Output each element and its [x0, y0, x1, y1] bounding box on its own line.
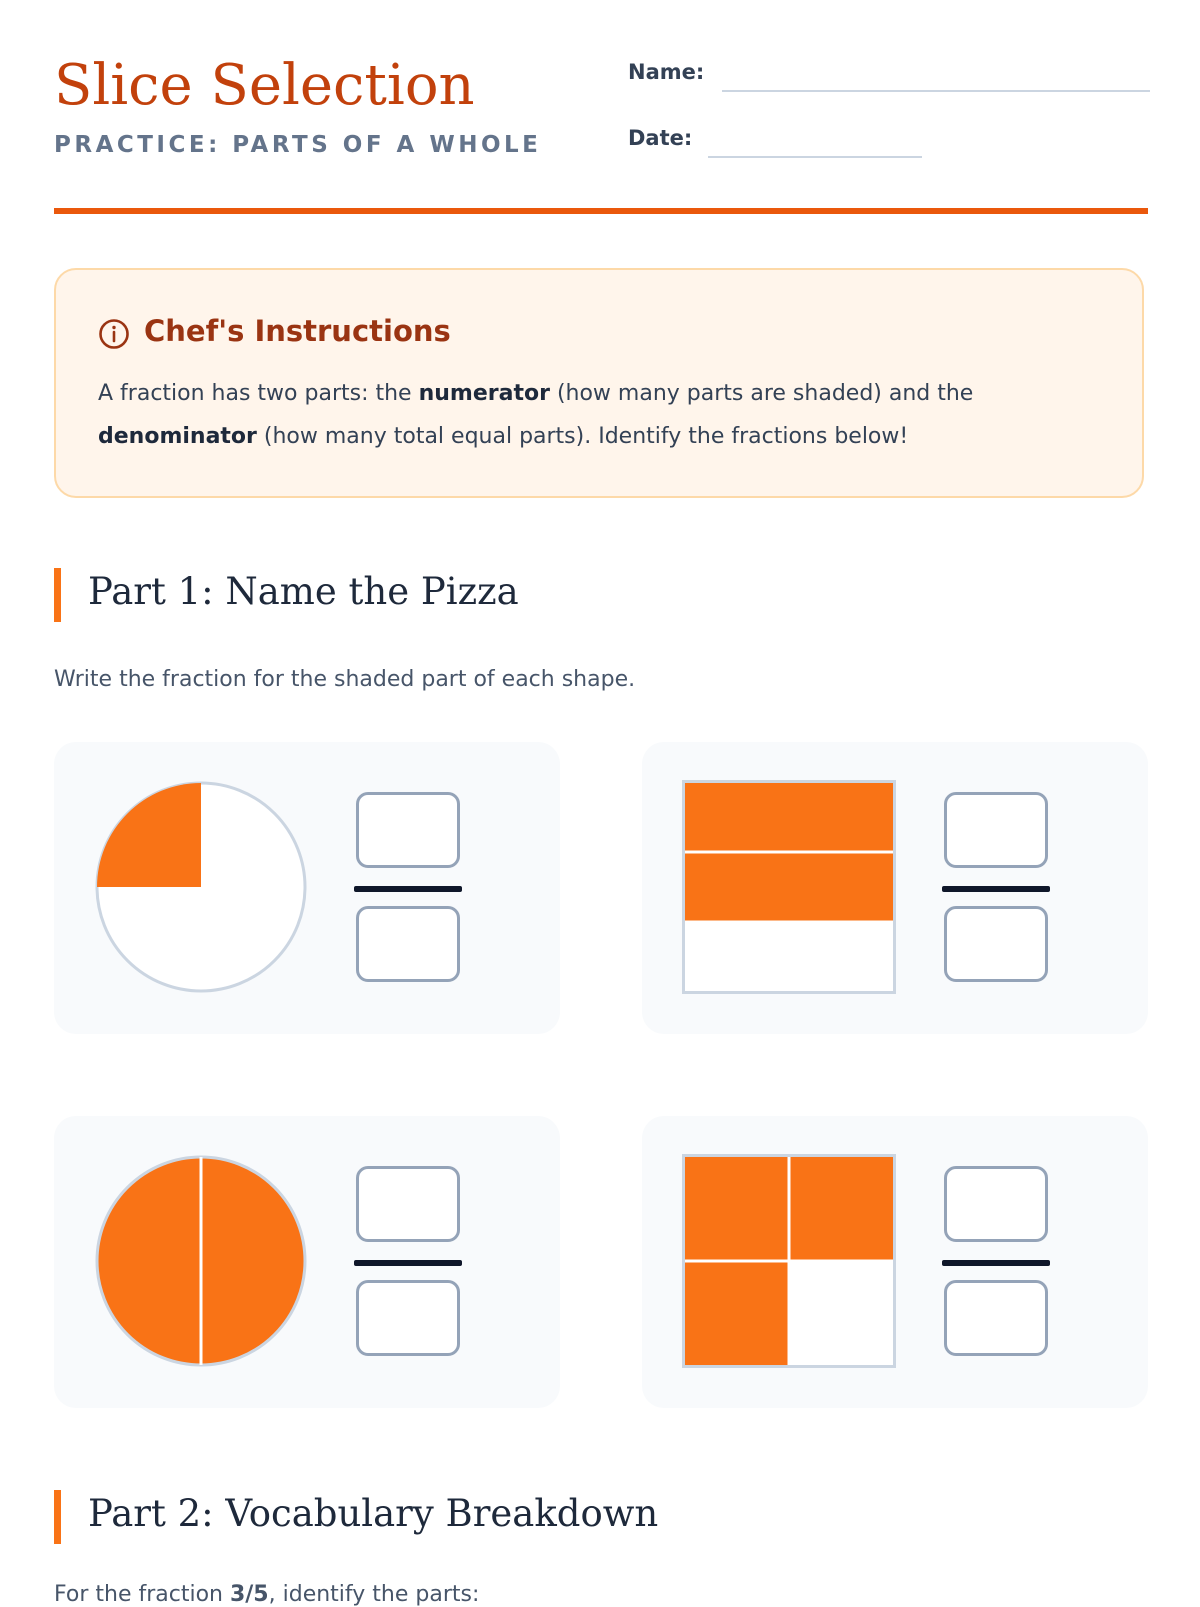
numerator-input[interactable] — [356, 792, 460, 868]
problem-card-1 — [54, 742, 560, 1034]
denominator-input[interactable] — [356, 1280, 460, 1356]
problem-card-4 — [642, 1116, 1148, 1408]
square-quarters — [682, 1154, 896, 1368]
part1-description: Write the fraction for the shaded part of each shape. — [54, 667, 636, 692]
pizza-circle-halves — [94, 1154, 308, 1368]
denominator-input[interactable] — [356, 906, 460, 982]
bar-thirds — [682, 780, 896, 994]
fraction-bar — [354, 1260, 462, 1266]
fraction-bar — [354, 886, 462, 892]
header-divider — [54, 208, 1148, 214]
part1-heading: Part 1: Name the Pizza — [88, 570, 519, 613]
name-label: Name: — [628, 60, 705, 84]
fraction-bar — [942, 1260, 1050, 1266]
numerator-input[interactable] — [944, 1166, 1048, 1242]
part2-fraction: 3/5 — [229, 1582, 269, 1607]
problem-card-2 — [642, 742, 1148, 1034]
worksheet-subtitle: PRACTICE: PARTS OF A WHOLE — [54, 132, 542, 158]
fraction-bar — [942, 886, 1050, 892]
numerator-input[interactable] — [944, 792, 1048, 868]
name-field[interactable] — [722, 90, 1150, 92]
date-field[interactable] — [708, 156, 922, 158]
pizza-circle-quarters — [94, 780, 308, 994]
problem-card-3 — [54, 1116, 560, 1408]
instructions-text: A fraction has two parts: the numerator (how many parts are shaded) and the denominator (how many total equal parts). Identify the fractions below! — [98, 381, 974, 449]
part2-heading: Part 2: Vocabulary Breakdown — [88, 1492, 659, 1535]
info-icon — [98, 318, 130, 350]
denominator-input[interactable] — [944, 1280, 1048, 1356]
worksheet-title: Slice Selection — [54, 53, 475, 118]
section-marker — [54, 1490, 61, 1544]
numerator-input[interactable] — [356, 1166, 460, 1242]
section-marker — [54, 568, 61, 622]
denominator-input[interactable] — [944, 906, 1048, 982]
term-denominator: denominator — [98, 424, 257, 449]
instructions-title: Chef's Instructions — [144, 314, 451, 348]
part2-description: For the fraction 3/5, identify the parts: — [54, 1582, 480, 1607]
term-numerator: numerator — [418, 381, 550, 406]
date-label: Date: — [628, 126, 693, 150]
